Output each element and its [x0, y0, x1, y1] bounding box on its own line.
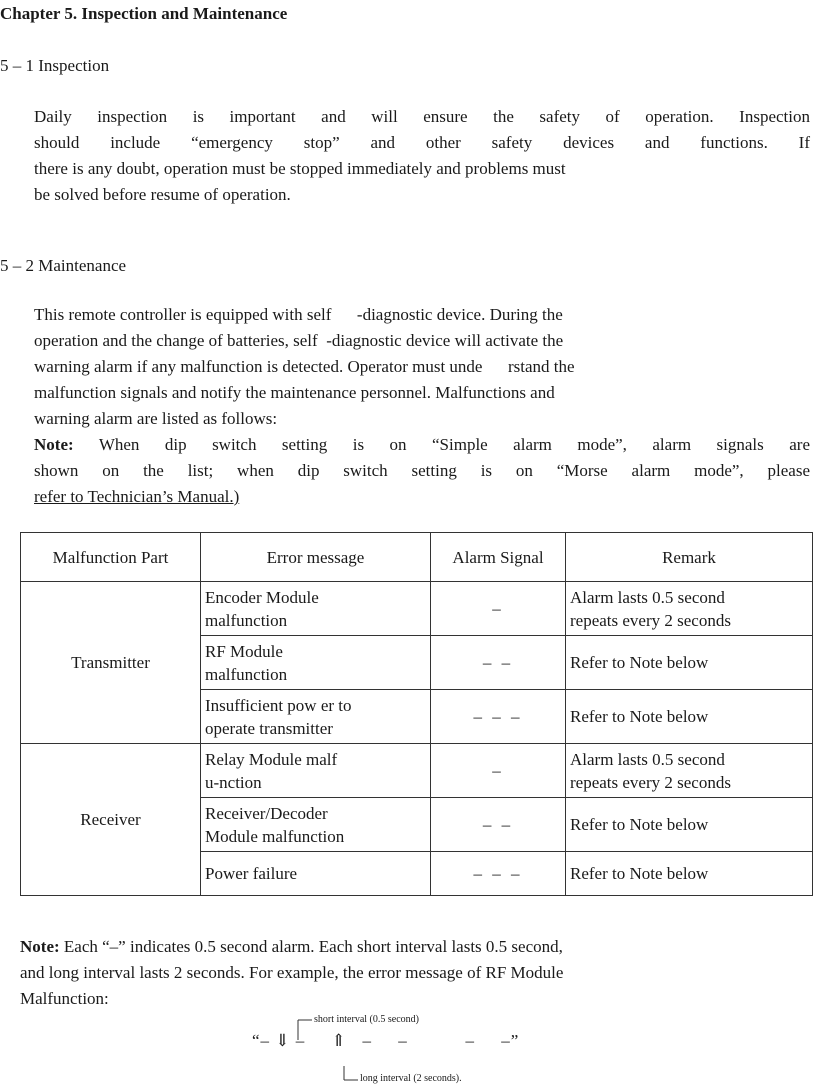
short-interval-label: short interval (0.5 second) [314, 1014, 419, 1025]
part-cell: Receiver [21, 744, 201, 896]
malfunction-table [20, 532, 813, 896]
alarm-signal-cell: – [431, 744, 566, 798]
remark-cell: Alarm lasts 0.5 second repeats every 2 seconds [566, 744, 813, 798]
error-message-cell: Relay Module malf u-nction [201, 744, 431, 798]
note-text: When dip switch setting is on “Simple alarm mode”, alarm signals are [73, 435, 810, 454]
note-line [34, 432, 810, 458]
paragraph-line: should include “emergency stop” and other safety devices and functions. If [34, 133, 810, 152]
error-message-cell: Insufficient pow er to operate transmitter [201, 690, 431, 744]
section-heading-inspection: 5 – 1 Inspection [0, 56, 110, 75]
header-error-message: Error message [201, 533, 431, 582]
header-malfunction-part: Malfunction Part [21, 533, 201, 582]
header-alarm-signal: Alarm Signal [431, 533, 566, 582]
alarm-sequence: “– ⇓ – ⇑ – – – –” [252, 1031, 520, 1050]
paragraph-line: operation and the change of batteries, self -diagnostic device will activate the [34, 331, 564, 350]
note-line: shown on the list; when dip switch setting is on “Morse alarm mode”, please [34, 461, 810, 480]
maintenance-paragraph [34, 302, 810, 510]
note-line: refer to Technician’s Manual.) [34, 487, 240, 506]
note-text: Each “–” indicates 0.5 second alarm. Each short interval lasts 0.5 second, [59, 937, 563, 956]
note-line [20, 934, 815, 960]
paragraph-line: This remote controller is equipped with self -diagnostic device. During the [34, 305, 563, 324]
paragraph-line: warning alarm are listed as follows: [34, 409, 278, 428]
table-header-row [21, 533, 813, 582]
alarm-signal-cell: – – – [431, 852, 566, 896]
part-cell: Transmitter [21, 582, 201, 744]
error-message-cell: RF Module malfunction [201, 636, 431, 690]
remark-cell: Refer to Note below [566, 852, 813, 896]
paragraph-line: be solved before resume of operation. [34, 185, 291, 204]
remark-cell: Refer to Note below [566, 798, 813, 852]
error-message-cell: Encoder Module malfunction [201, 582, 431, 636]
paragraph-line: warning alarm if any malfunction is detected. Operator must unde rstand the [34, 357, 575, 376]
remark-cell: Refer to Note below [566, 690, 813, 744]
alarm-signal-cell: – [431, 582, 566, 636]
paragraph-line: there is any doubt, operation must be stopped immediately and problems must [34, 159, 566, 178]
chapter-title: Chapter 5. Inspection and Maintenance [0, 4, 288, 23]
alarm-signal-cell: – – [431, 636, 566, 690]
note-label: Note: [34, 435, 74, 454]
paragraph-line: Daily inspection is important and will ensure the safety of operation. Inspection [34, 107, 810, 126]
interval-diagram [240, 1010, 570, 1088]
alarm-signal-cell: – – – [431, 690, 566, 744]
alarm-signal-cell: – – [431, 798, 566, 852]
bottom-note [20, 934, 815, 1012]
table-row [21, 582, 813, 636]
header-remark: Remark [566, 533, 813, 582]
remark-cell: Alarm lasts 0.5 second repeats every 2 seconds [566, 582, 813, 636]
remark-cell: Refer to Note below [566, 636, 813, 690]
inspection-paragraph [34, 104, 810, 208]
section-heading-maintenance: 5 – 2 Maintenance [0, 256, 127, 275]
table-row [21, 744, 813, 798]
note-line: and long interval lasts 2 seconds. For example, the error message of RF Module [20, 963, 564, 982]
error-message-cell: Power failure [201, 852, 431, 896]
long-interval-label: long interval (2 seconds). [360, 1073, 462, 1084]
note-label: Note: [20, 937, 60, 956]
error-message-cell: Receiver/Decoder Module malfunction [201, 798, 431, 852]
note-line: Malfunction: [20, 989, 109, 1008]
paragraph-line: malfunction signals and notify the maintenance personnel. Malfunctions and [34, 383, 555, 402]
